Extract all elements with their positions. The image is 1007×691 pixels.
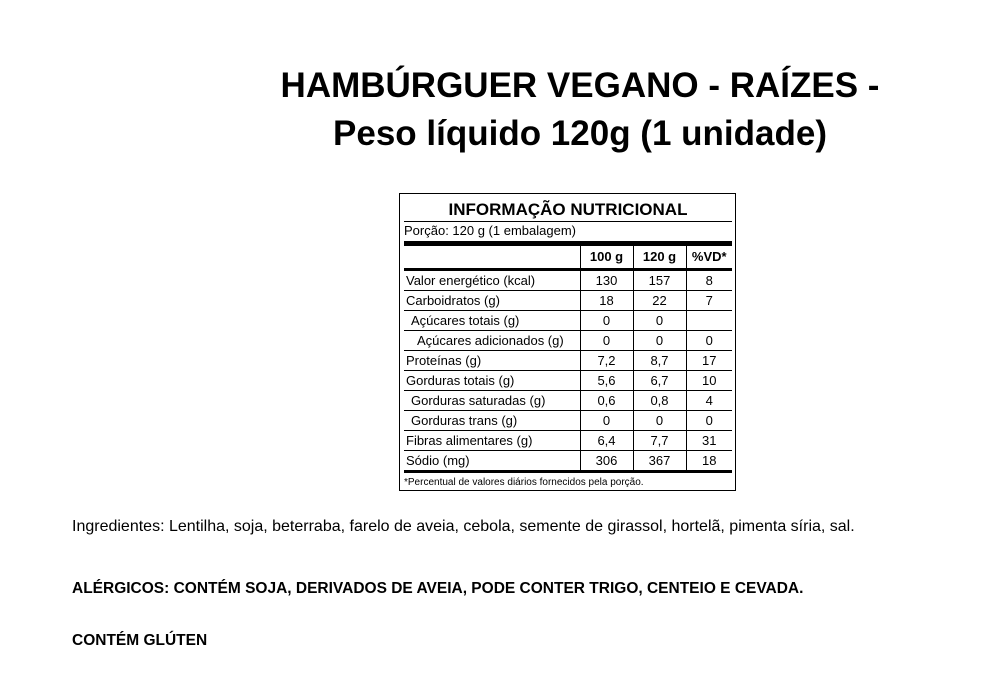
- value-percent-dv: 4: [686, 391, 732, 411]
- allergens-warning: ALÉRGICOS: CONTÉM SOJA, DERIVADOS DE AVEIA, PODE CONTER TRIGO, CENTEIO E CEVADA.: [72, 580, 804, 597]
- value-100g: 0: [580, 331, 633, 351]
- nutrient-name: Gorduras saturadas (g): [404, 391, 580, 411]
- nutrient-name: Carboidratos (g): [404, 291, 580, 311]
- table-row: [404, 431, 732, 451]
- nutrient-name: Proteínas (g): [404, 351, 580, 371]
- portion-size: Porção: 120 g (1 embalagem): [404, 222, 732, 246]
- value-percent-dv: 31: [686, 431, 732, 451]
- header-per-120g: 120 g: [633, 246, 686, 270]
- value-120g: 8,7: [633, 351, 686, 371]
- header-per-100g: 100 g: [580, 246, 633, 270]
- nutrition-table: [404, 246, 732, 473]
- table-row: [404, 351, 732, 371]
- product-title-line2: Peso líquido 120g (1 unidade): [333, 114, 827, 153]
- value-120g: 0: [633, 331, 686, 351]
- table-row: [404, 331, 732, 351]
- value-120g: 6,7: [633, 371, 686, 391]
- nutrition-table-header: [404, 246, 732, 270]
- nutrition-facts-label: [399, 193, 736, 491]
- value-percent-dv: 18: [686, 451, 732, 472]
- value-120g: 367: [633, 451, 686, 472]
- product-title: [240, 62, 920, 158]
- value-120g: 7,7: [633, 431, 686, 451]
- table-row: [404, 371, 732, 391]
- nutrient-name: Sódio (mg): [404, 451, 580, 472]
- nutrition-footnote: *Percentual de valores diários fornecidos pela porção.: [404, 477, 644, 488]
- nutrient-name: Gorduras totais (g): [404, 371, 580, 391]
- table-row: [404, 291, 732, 311]
- value-120g: 0: [633, 411, 686, 431]
- table-row: [404, 311, 732, 331]
- value-120g: 22: [633, 291, 686, 311]
- ingredients-text: Ingredientes: Lentilha, soja, beterraba, farelo de aveia, cebola, semente de girassol, hortelã, pimenta síria, sal.: [72, 518, 855, 535]
- value-100g: 0: [580, 411, 633, 431]
- table-row: [404, 391, 732, 411]
- value-percent-dv: 0: [686, 331, 732, 351]
- value-percent-dv: 17: [686, 351, 732, 371]
- nutrient-name: Açúcares adicionados (g): [404, 331, 580, 351]
- nutrition-heading: INFORMAÇÃO NUTRICIONAL: [404, 200, 732, 222]
- value-120g: 0: [633, 311, 686, 331]
- table-row: [404, 270, 732, 291]
- nutrition-facts-body: [404, 200, 732, 490]
- value-120g: 0,8: [633, 391, 686, 411]
- value-100g: 0,6: [580, 391, 633, 411]
- value-100g: 6,4: [580, 431, 633, 451]
- value-percent-dv: [686, 311, 732, 331]
- value-100g: 306: [580, 451, 633, 472]
- header-percent-dv: %VD*: [686, 246, 732, 270]
- value-100g: 7,2: [580, 351, 633, 371]
- value-percent-dv: 0: [686, 411, 732, 431]
- product-title-line1: HAMBÚRGUER VEGANO - RAÍZES -: [280, 66, 880, 105]
- gluten-warning: CONTÉM GLÚTEN: [72, 632, 208, 649]
- value-100g: 130: [580, 270, 633, 291]
- nutrient-name: Valor energético (kcal): [404, 270, 580, 291]
- value-percent-dv: 7: [686, 291, 732, 311]
- table-row: [404, 451, 732, 472]
- value-100g: 0: [580, 311, 633, 331]
- nutrient-name: Fibras alimentares (g): [404, 431, 580, 451]
- table-row: [404, 411, 732, 431]
- nutrient-name: Açúcares totais (g): [404, 311, 580, 331]
- value-percent-dv: 10: [686, 371, 732, 391]
- value-100g: 5,6: [580, 371, 633, 391]
- value-percent-dv: 8: [686, 270, 732, 291]
- header-nutrient: [404, 246, 580, 270]
- value-100g: 18: [580, 291, 633, 311]
- nutrient-name: Gorduras trans (g): [404, 411, 580, 431]
- value-120g: 157: [633, 270, 686, 291]
